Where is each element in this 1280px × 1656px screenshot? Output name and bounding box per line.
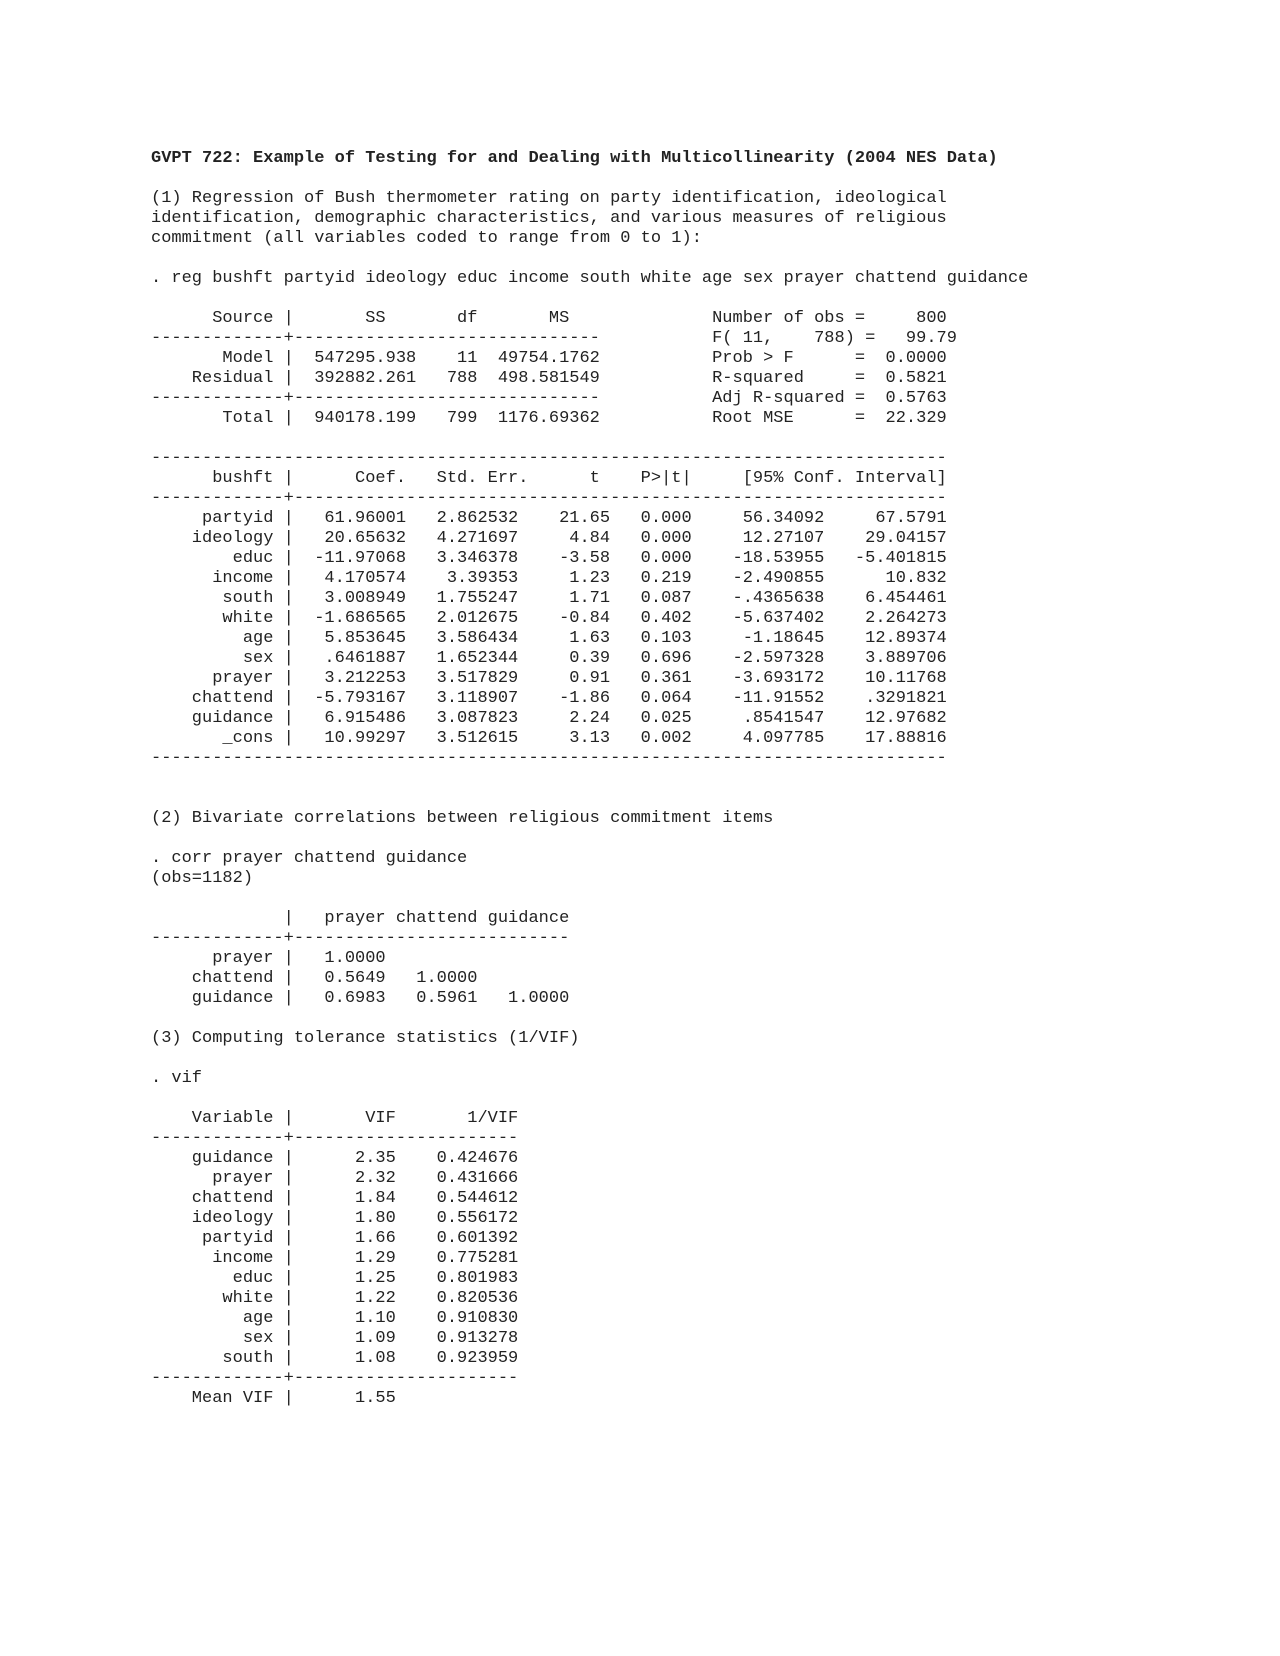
table-row: chattend | -5.793167 3.118907 -1.86 0.064 -11.91552 .3291821 [151,689,947,708]
table-row: south | 1.08 0.923959 [151,1349,519,1368]
section2-heading: (2) Bivariate correlations between religious commitment items [151,809,774,828]
vif-table [151,1109,1251,1409]
table-row: ideology | 1.80 0.556172 [151,1209,519,1228]
corr-obs: (obs=1182) [151,869,254,888]
vif-command: . vif [151,1069,203,1088]
vif-header: Variable | VIF 1/VIF [151,1109,519,1128]
table-row: prayer | 1.0000 [151,949,386,968]
table-row: income | 4.170574 3.39353 1.23 0.219 -2.490855 10.832 [151,569,947,588]
anova-table [151,309,1251,429]
table-row: guidance | 2.35 0.424676 [151,1149,519,1168]
anova-row-residual: Residual | 392882.261 788 498.581549 R-squared = 0.5821 [151,369,947,388]
anova-separator: -------------+------------------------------ Adj R-squared = 0.5763 [151,389,947,408]
regress-command: . reg bushft partyid ideology educ income south white age sex prayer chattend guidance [151,269,1029,288]
coefficient-table [151,449,1251,769]
section1-heading: (1) Regression of Bush thermometer rating on party identification, ideological identification, demographic characteristics, and various measures of religious commitment (all variables coded to range from 0 to 1): [151,189,947,248]
corr-separator: -------------+--------------------------- [151,929,570,948]
document-page [151,149,1251,1409]
section3-heading: (3) Computing tolerance statistics (1/VIF) [151,1029,580,1048]
table-row: guidance | 0.6983 0.5961 1.0000 [151,989,570,1008]
table-row: age | 1.10 0.910830 [151,1309,519,1328]
coef-header: bushft | Coef. Std. Err. t P>|t| [95% Conf. Interval] [151,469,947,488]
table-row: white | -1.686565 2.012675 -0.84 0.402 -5.637402 2.264273 [151,609,947,628]
table-row: prayer | 3.212253 3.517829 0.91 0.361 -3.693172 10.11768 [151,669,947,688]
table-row: sex | 1.09 0.913278 [151,1329,519,1348]
vif-separator: -------------+---------------------- [151,1369,519,1388]
table-row: income | 1.29 0.775281 [151,1249,519,1268]
table-row: chattend | 0.5649 1.0000 [151,969,478,988]
table-row: sex | .6461887 1.652344 0.39 0.696 -2.597328 3.889706 [151,649,947,668]
corr-command: . corr prayer chattend guidance [151,849,468,868]
coef-bottomline: ------------------------------------------------------------------------------ [151,749,947,768]
table-row: _cons | 10.99297 3.512615 3.13 0.002 4.097785 17.88816 [151,729,947,748]
vif-separator: -------------+---------------------- [151,1129,519,1148]
table-row: educ | -11.97068 3.346378 -3.58 0.000 -18.53955 -5.401815 [151,549,947,568]
anova-header: Source | SS df MS Number of obs = 800 [151,309,947,328]
table-row: partyid | 61.96001 2.862532 21.65 0.000 56.34092 67.5791 [151,509,947,528]
vif-mean-row: Mean VIF | 1.55 [151,1389,396,1408]
table-row: prayer | 2.32 0.431666 [151,1169,519,1188]
anova-row-total: Total | 940178.199 799 1176.69362 Root MSE = 22.329 [151,409,947,428]
table-row: educ | 1.25 0.801983 [151,1269,519,1288]
table-row: chattend | 1.84 0.544612 [151,1189,519,1208]
coef-topline: ------------------------------------------------------------------------------ [151,449,947,468]
coef-separator: -------------+---------------------------------------------------------------- [151,489,947,508]
anova-row-model: Model | 547295.938 11 49754.1762 Prob > F = 0.0000 [151,349,947,368]
anova-separator: -------------+------------------------------ F( 11, 788) = 99.79 [151,329,957,348]
table-row: south | 3.008949 1.755247 1.71 0.087 -.4365638 6.454461 [151,589,947,608]
table-row: white | 1.22 0.820536 [151,1289,519,1308]
correlation-table [151,909,1251,1009]
table-row: age | 5.853645 3.586434 1.63 0.103 -1.18645 12.89374 [151,629,947,648]
table-row: ideology | 20.65632 4.271697 4.84 0.000 12.27107 29.04157 [151,529,947,548]
corr-header: | prayer chattend guidance [151,909,570,928]
table-row: partyid | 1.66 0.601392 [151,1229,519,1248]
page-title: GVPT 722: Example of Testing for and Dealing with Multicollinearity (2004 NES Data) [151,149,998,168]
table-row: guidance | 6.915486 3.087823 2.24 0.025 .8541547 12.97682 [151,709,947,728]
